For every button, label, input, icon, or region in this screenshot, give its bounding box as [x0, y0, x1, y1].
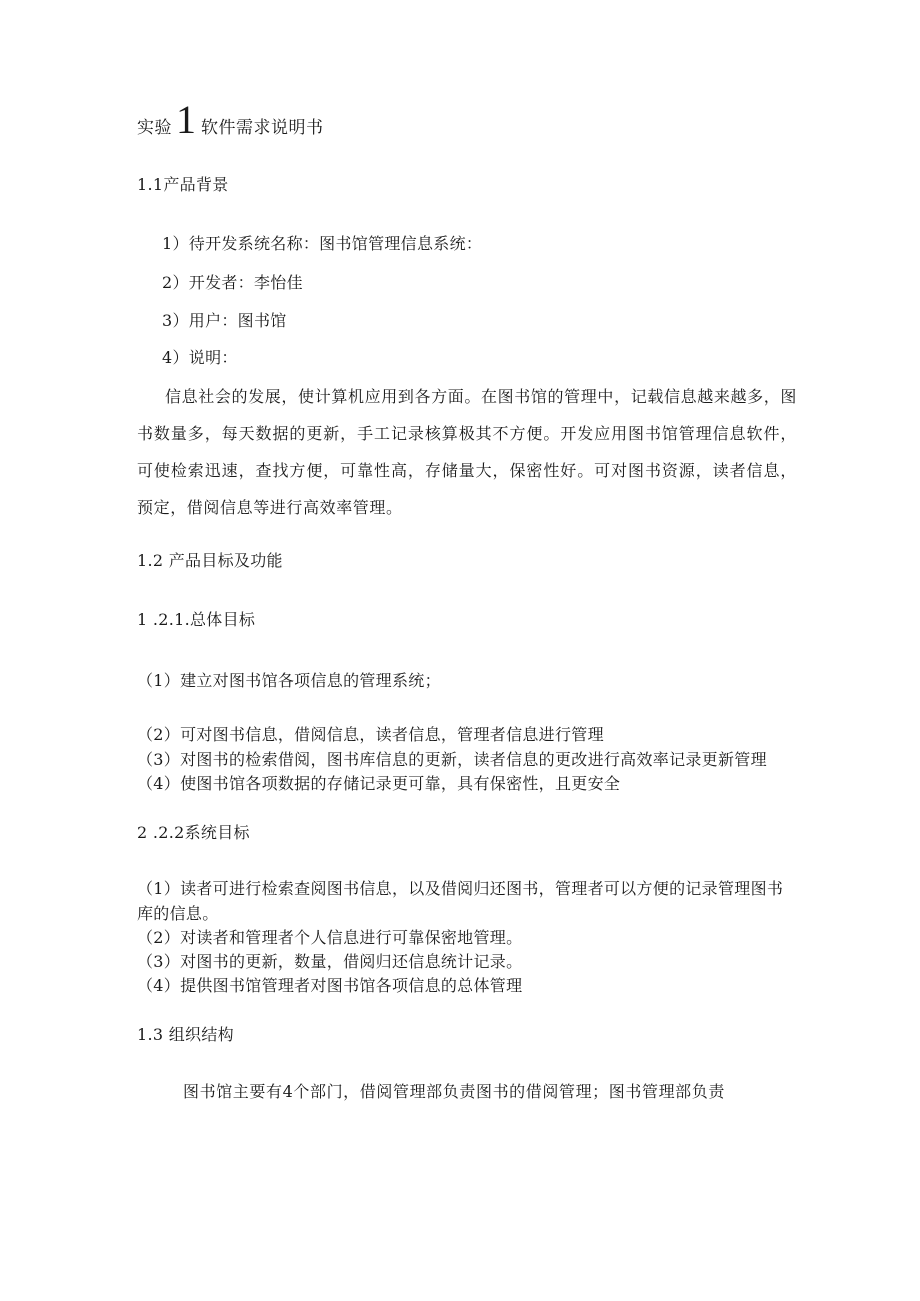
heading-1-1: 1.1产品背景 [137, 175, 229, 194]
heading-1-2-2: 2 .2.2系统目标 [137, 823, 250, 842]
title-suffix: 软件需求说明书 [201, 118, 324, 138]
list-item: 3）用户：图书馆 [162, 311, 287, 330]
list-item: （4）使图书馆各项数据的存储记录更可靠，具有保密性，且更安全 [137, 774, 621, 793]
heading-1-2: 1.2 产品目标及功能 [137, 551, 283, 570]
list-item: 4）说明： [162, 348, 238, 367]
list-item: （2）可对图书信息，借阅信息，读者信息，管理者信息进行管理 [137, 725, 604, 744]
title-number: 1 [176, 97, 196, 142]
list-item: （1）读者可进行检索查阅图书信息，以及借阅归还图书，管理者可以方便的记录管理图书库的信息。 [137, 879, 784, 923]
document-title [137, 97, 324, 142]
heading-1-2-1: 1 .2.1.总体目标 [137, 610, 256, 629]
list-item: （2）对读者和管理者个人信息进行可靠保密地管理。 [137, 928, 523, 947]
organization-paragraph: 图书馆主要有4个部门，借阅管理部负责图书的借阅管理；图书管理部负责 [183, 1082, 725, 1101]
heading-1-3: 1.3 组织结构 [137, 1025, 234, 1044]
list-item: （3）对图书的更新，数量，借阅归还信息统计记录。 [137, 952, 523, 971]
title-prefix: 实验 [137, 118, 172, 138]
list-item: （4）提供图书馆管理者对图书馆各项信息的总体管理 [137, 976, 523, 995]
list-item: 1）待开发系统名称：图书馆管理信息系统： [162, 234, 483, 253]
list-item: （3）对图书的检索借阅，图书库信息的更新，读者信息的更改进行高效率记录更新管理 [137, 750, 767, 769]
background-paragraph: 信息社会的发展，使计算机应用到各方面。在图书馆的管理中，记载信息越来越多，图书数量多，每天数据的更新，手工记录核算极其不方便。开发应用图书馆管理信息软件，可使检索迅速，查找方便，可靠性高，存储量大，保密性好。可对图书资源，读者信息，预定，借阅信息等进行高效率管理。 [137, 387, 797, 517]
list-item: （1）建立对图书馆各项信息的管理系统； [137, 671, 441, 690]
list-item: 2）开发者：李怡佳 [162, 273, 303, 292]
